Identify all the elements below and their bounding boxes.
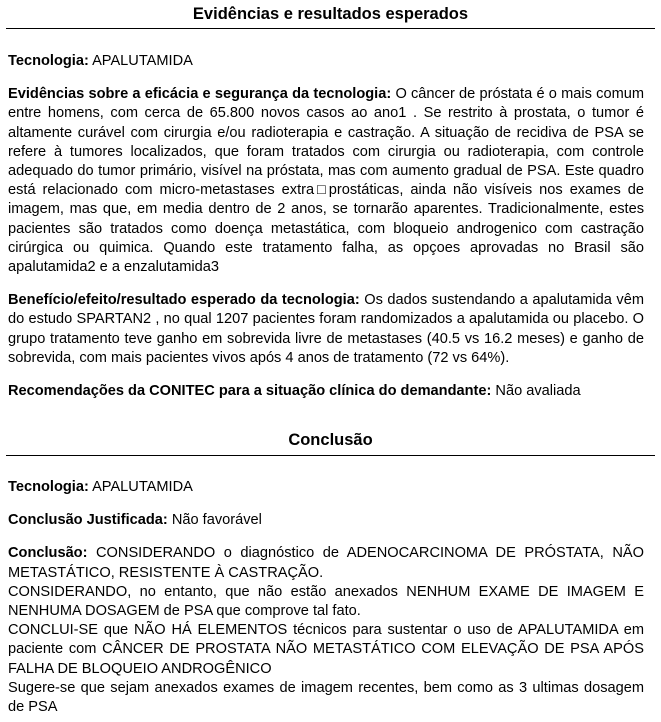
tecnologia-label: Tecnologia: xyxy=(8,53,89,69)
conclusao-tecnologia-value: APALUTAMIDA xyxy=(92,479,193,495)
evidencias-label: Evidências sobre a eficácia e segurança da tecnologia: xyxy=(8,86,392,103)
conclusao-line-2: CONSIDERANDO, no entanto, que não estão anexados NENHUM EXAME DE IMAGEM E NENHUMA DOSAGEM de PSA que comprove tal fato. xyxy=(8,583,644,620)
conclusao-justificada-label: Conclusão Justificada: xyxy=(8,512,168,529)
tecnologia-value: APALUTAMIDA xyxy=(92,53,193,69)
recomendacoes-paragraph xyxy=(8,382,644,401)
beneficio-text: Os dados sustendando a apalutamida vêm do estudo SPARTAN2 , no qual 1207 pacientes foram randomizados a apalutamida ou placebo. O grupo tratamento teve ganho em sobrevida livre de metastases (40.5 vs 16.2 meses) e ganho de sobrevida, com mais pacientes vivos após 4 anos de tratamento (72 vs 64%). xyxy=(8,292,644,366)
conclusao-justificada-paragraph xyxy=(8,511,644,530)
conclusao-label: Conclusão: xyxy=(8,545,88,562)
conclusao-section xyxy=(0,478,661,717)
conclusao-line-1-text: CONSIDERANDO o diagnóstico de ADENOCARCINOMA DE PRÓSTATA, NÃO METASTÁTICO, RESISTENTE À CASTRAÇÃO. xyxy=(8,545,644,581)
recomendacoes-label: Recomendações da CONITEC para a situação clínica do demandante: xyxy=(8,383,492,400)
section-divider xyxy=(6,28,655,29)
conclusao-tecnologia-label: Tecnologia: xyxy=(8,479,89,495)
section-title-conclusao: Conclusão xyxy=(288,431,373,449)
tecnologia-paragraph xyxy=(8,52,644,71)
conclusao-line-4: Sugere-se que sejam anexados exames de imagem recentes, bem como as 3 ultimas dosagem de PSA xyxy=(8,679,644,716)
evidencias-paragraph xyxy=(8,85,644,277)
conclusao-line-3: CONCLUI-SE que NÃO HÁ ELEMENTOS técnicos para sustentar o uso de APALUTAMIDA em paciente com CÂNCER DE PROSTATA NÃO METASTÁTICO COM ELEVAÇÃO DE PSA APÓS FALHA DE BLOQUEIO ANDROGÊNICO xyxy=(8,622,644,677)
section-divider xyxy=(6,455,655,456)
section-title-evidencias: Evidências e resultados esperados xyxy=(192,5,469,23)
beneficio-label: Benefício/efeito/resultado esperado da tecnologia: xyxy=(8,292,360,309)
conclusao-justificada-value: Não favorável xyxy=(171,512,262,529)
beneficio-paragraph xyxy=(8,291,644,368)
conclusao-line-1 xyxy=(8,544,644,582)
evidencias-text: O câncer de próstata é o mais comum entre homens, com cerca de 65.800 novos casos ao ano1 . Se restrito à prostata, o tumor é altamente curável com cirurgia e/ou radioterapia e castração. A situação de recidiva de PSA se refere à tumores localizados, que foram tratados com cirurgia ou radioterapia, com controle adequado do tumor primário, visível na próstata, mas com aumento gradual de PSA. Este quadro está relacionado com micro-metastases extra□prostáticas, ainda não visíveis nos exames de imagem, mas que, em media dentro de 2 anos, se tornarão aparentes. Tradicionalmente, estes pacientes são tratados como doença metastática, com bloqueio androgenico com castração cirúrgica ou quimica. Quando este tratamento falha, as opçoes aprovadas no Brasil são apalutamida2 e a enzalutamida3 xyxy=(8,86,644,276)
conclusao-paragraph xyxy=(8,544,644,717)
evidencias-section xyxy=(0,52,661,401)
recomendacoes-value: Não avaliada xyxy=(495,383,581,400)
conclusao-tecnologia-paragraph xyxy=(8,478,644,497)
